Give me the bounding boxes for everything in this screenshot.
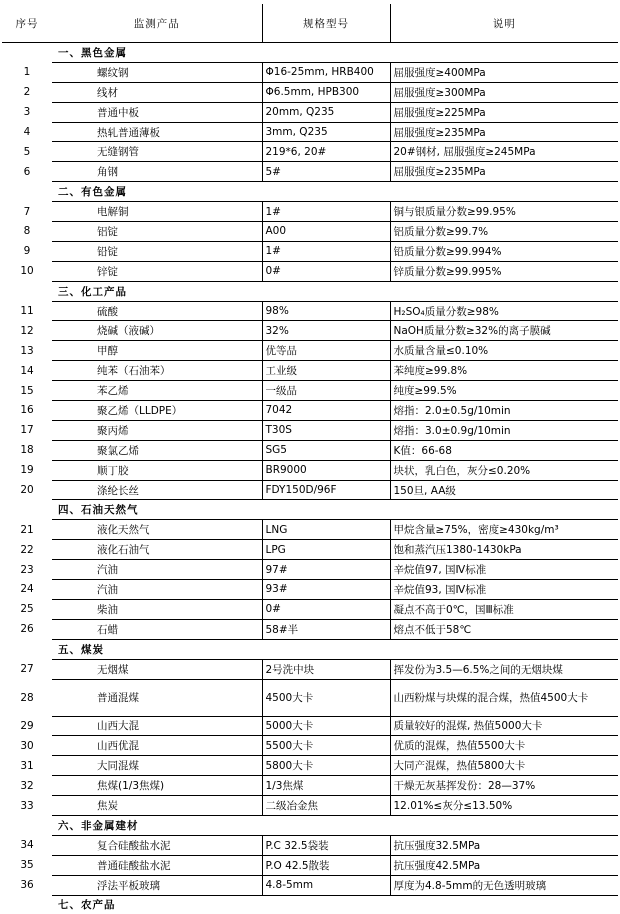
row-note: 饱和蒸汽压1380-1430kPa — [390, 540, 618, 560]
row-note: 屈服强度≥225MPa — [390, 102, 618, 122]
row-spec: 5000大卡 — [262, 716, 390, 736]
row-no: 8 — [2, 222, 52, 242]
row-note: 20#钢材, 屈服强度≥245MPa — [390, 142, 618, 162]
header-no: 序号 — [2, 4, 52, 43]
row-no: 15 — [2, 381, 52, 401]
row-product: 烧碱（液碱） — [52, 321, 262, 341]
row-product: 铝锭 — [52, 222, 262, 242]
category-name: 五、煤炭 — [52, 639, 618, 659]
row-spec: 4.8-5mm — [262, 875, 390, 895]
row-product: 普通混煤 — [52, 679, 262, 716]
row-note: 屈服强度≥300MPa — [390, 82, 618, 102]
row-note: 干燥无灰基挥发份：28—37% — [390, 776, 618, 796]
row-no: 25 — [2, 599, 52, 619]
category-no — [2, 815, 52, 835]
row-product: 聚氯乙烯 — [52, 440, 262, 460]
row-no: 31 — [2, 756, 52, 776]
row-spec: 5800大卡 — [262, 756, 390, 776]
category-row — [2, 500, 618, 520]
row-spec: A00 — [262, 222, 390, 242]
category-no — [2, 895, 52, 914]
row-note: 凝点不高于0℃，国Ⅲ标准 — [390, 599, 618, 619]
row-product: 锌锭 — [52, 261, 262, 281]
row-spec: Φ16-25mm, HRB400 — [262, 62, 390, 82]
category-no — [2, 639, 52, 659]
row-product: 浮法平板玻璃 — [52, 875, 262, 895]
row-note: 屈服强度≥400MPa — [390, 62, 618, 82]
table-row — [2, 875, 618, 895]
row-product: 无烟煤 — [52, 659, 262, 679]
table-row — [2, 835, 618, 855]
header-note: 说明 — [390, 4, 618, 43]
row-spec: 97# — [262, 560, 390, 580]
row-note: 挥发份为3.5—6.5%之间的无烟块煤 — [390, 659, 618, 679]
row-spec: 一级品 — [262, 381, 390, 401]
row-no: 23 — [2, 560, 52, 580]
row-product: 液化石油气 — [52, 540, 262, 560]
category-name: 二、有色金属 — [52, 182, 618, 202]
table-row — [2, 679, 618, 716]
row-no: 28 — [2, 679, 52, 716]
row-no: 33 — [2, 796, 52, 816]
row-spec: P.C 32.5袋装 — [262, 835, 390, 855]
row-spec: T30S — [262, 420, 390, 440]
table-row — [2, 341, 618, 361]
table-row — [2, 420, 618, 440]
table-row — [2, 122, 618, 142]
row-spec: 0# — [262, 599, 390, 619]
table-row — [2, 261, 618, 281]
row-no: 26 — [2, 619, 52, 639]
category-name: 六、非金属建材 — [52, 815, 618, 835]
row-product: 普通硅酸盐水泥 — [52, 855, 262, 875]
row-spec: 20mm, Q235 — [262, 102, 390, 122]
row-spec: 0# — [262, 261, 390, 281]
row-note: 厚度为4.8-5mm的无色透明玻璃 — [390, 875, 618, 895]
row-no: 9 — [2, 241, 52, 261]
table-row — [2, 580, 618, 600]
row-note: 优质的混煤，热值5500大卡 — [390, 736, 618, 756]
row-spec: LNG — [262, 520, 390, 540]
row-no: 35 — [2, 855, 52, 875]
table-row — [2, 162, 618, 182]
row-no: 11 — [2, 301, 52, 321]
category-row — [2, 895, 618, 914]
row-note: 铅质量分数≥99.994% — [390, 241, 618, 261]
category-no — [2, 182, 52, 202]
table-header — [2, 4, 618, 43]
category-name: 一、黑色金属 — [52, 43, 618, 63]
row-spec: 工业级 — [262, 361, 390, 381]
row-note: 水质量含量≤0.10% — [390, 341, 618, 361]
row-spec: 1# — [262, 241, 390, 261]
row-product: 大同混煤 — [52, 756, 262, 776]
table-row — [2, 776, 618, 796]
table-row — [2, 796, 618, 816]
row-note: 辛烷值93, 国Ⅳ标准 — [390, 580, 618, 600]
table-row — [2, 82, 618, 102]
row-no: 5 — [2, 142, 52, 162]
row-note: K值：66-68 — [390, 440, 618, 460]
row-spec: 1# — [262, 202, 390, 222]
table-row — [2, 855, 618, 875]
row-no: 17 — [2, 420, 52, 440]
row-note: 山西粉煤与块煤的混合煤，热值4500大卡 — [390, 679, 618, 716]
row-spec: 4500大卡 — [262, 679, 390, 716]
row-product: 普通中板 — [52, 102, 262, 122]
category-name: 四、石油天然气 — [52, 500, 618, 520]
row-no: 32 — [2, 776, 52, 796]
row-no: 7 — [2, 202, 52, 222]
row-no: 1 — [2, 62, 52, 82]
row-product: 汽油 — [52, 560, 262, 580]
row-note: 150旦, AA级 — [390, 480, 618, 500]
row-spec: P.O 42.5散装 — [262, 855, 390, 875]
row-no: 30 — [2, 736, 52, 756]
row-note: 甲烷含量≥75%，密度≥430kg/m³ — [390, 520, 618, 540]
row-no: 20 — [2, 480, 52, 500]
row-note: NaOH质量分数≥32%的离子膜碱 — [390, 321, 618, 341]
table-row — [2, 480, 618, 500]
row-note: 锌质量分数≥99.995% — [390, 261, 618, 281]
row-no: 24 — [2, 580, 52, 600]
row-note: 铝质量分数≥99.7% — [390, 222, 618, 242]
row-product: 柴油 — [52, 599, 262, 619]
row-product: 无缝钢管 — [52, 142, 262, 162]
table-row — [2, 460, 618, 480]
table-row — [2, 381, 618, 401]
category-name: 七、农产品 — [52, 895, 618, 914]
row-note: 辛烷值97, 国Ⅳ标准 — [390, 560, 618, 580]
table-row — [2, 540, 618, 560]
row-product: 纯苯（石油苯） — [52, 361, 262, 381]
row-no: 29 — [2, 716, 52, 736]
category-row — [2, 639, 618, 659]
table-row — [2, 560, 618, 580]
table-row — [2, 659, 618, 679]
row-product: 硫酸 — [52, 301, 262, 321]
row-no: 3 — [2, 102, 52, 122]
row-note: 熔点不低于58℃ — [390, 619, 618, 639]
table-row — [2, 599, 618, 619]
row-product: 聚丙烯 — [52, 420, 262, 440]
row-product: 螺纹钢 — [52, 62, 262, 82]
row-note: 屈服强度≥235MPa — [390, 162, 618, 182]
header-product: 监测产品 — [52, 4, 262, 43]
row-no: 4 — [2, 122, 52, 142]
monitoring-table — [2, 4, 618, 914]
table-row — [2, 361, 618, 381]
row-spec: 优等品 — [262, 341, 390, 361]
table-row — [2, 102, 618, 122]
row-no: 12 — [2, 321, 52, 341]
category-row — [2, 281, 618, 301]
row-spec: 93# — [262, 580, 390, 600]
row-no: 13 — [2, 341, 52, 361]
table-row — [2, 619, 618, 639]
row-note: 屈服强度≥235MPa — [390, 122, 618, 142]
row-note: 铜与银质量分数≥99.95% — [390, 202, 618, 222]
row-no: 14 — [2, 361, 52, 381]
table-row — [2, 62, 618, 82]
row-spec: 二级冶金焦 — [262, 796, 390, 816]
row-no: 21 — [2, 520, 52, 540]
row-note: 抗压强度32.5MPa — [390, 835, 618, 855]
table-row — [2, 736, 618, 756]
row-spec: 3mm, Q235 — [262, 122, 390, 142]
table-row — [2, 520, 618, 540]
table-row — [2, 241, 618, 261]
category-row — [2, 182, 618, 202]
row-spec: 32% — [262, 321, 390, 341]
row-note: 熔指：3.0±0.9g/10min — [390, 420, 618, 440]
row-spec: 219*6, 20# — [262, 142, 390, 162]
row-spec: 1/3焦煤 — [262, 776, 390, 796]
row-product: 热轧普通薄板 — [52, 122, 262, 142]
row-no: 10 — [2, 261, 52, 281]
table-row — [2, 756, 618, 776]
row-no: 27 — [2, 659, 52, 679]
row-product: 涤纶长丝 — [52, 480, 262, 500]
row-spec: SG5 — [262, 440, 390, 460]
table-row — [2, 301, 618, 321]
row-spec: 98% — [262, 301, 390, 321]
table-body — [2, 43, 618, 914]
category-row — [2, 815, 618, 835]
row-no: 36 — [2, 875, 52, 895]
row-no: 6 — [2, 162, 52, 182]
row-spec: 5500大卡 — [262, 736, 390, 756]
table-row — [2, 401, 618, 421]
row-product: 焦炭 — [52, 796, 262, 816]
row-product: 铅锭 — [52, 241, 262, 261]
row-note: 苯纯度≥99.8% — [390, 361, 618, 381]
row-note: 抗压强度42.5MPa — [390, 855, 618, 875]
table-row — [2, 142, 618, 162]
row-product: 甲醇 — [52, 341, 262, 361]
row-no: 16 — [2, 401, 52, 421]
row-product: 角钢 — [52, 162, 262, 182]
table-row — [2, 716, 618, 736]
row-spec: BR9000 — [262, 460, 390, 480]
category-name: 三、化工产品 — [52, 281, 618, 301]
row-no: 2 — [2, 82, 52, 102]
row-note: 熔指：2.0±0.5g/10min — [390, 401, 618, 421]
table-row — [2, 321, 618, 341]
table-row — [2, 440, 618, 460]
row-product: 汽油 — [52, 580, 262, 600]
table-row — [2, 222, 618, 242]
row-no: 22 — [2, 540, 52, 560]
header-spec: 规格型号 — [262, 4, 390, 43]
row-no: 19 — [2, 460, 52, 480]
row-note: 大同产混煤，热值5800大卡 — [390, 756, 618, 776]
row-no: 34 — [2, 835, 52, 855]
row-product: 焦煤(1/3焦煤) — [52, 776, 262, 796]
row-spec: 58#半 — [262, 619, 390, 639]
row-product: 线材 — [52, 82, 262, 102]
row-note: 纯度≥99.5% — [390, 381, 618, 401]
row-spec: FDY150D/96F — [262, 480, 390, 500]
row-product: 山西优混 — [52, 736, 262, 756]
row-note: H₂SO₄质量分数≥98% — [390, 301, 618, 321]
row-product: 复合硅酸盐水泥 — [52, 835, 262, 855]
category-no — [2, 500, 52, 520]
row-product: 顺丁胶 — [52, 460, 262, 480]
category-no — [2, 281, 52, 301]
row-note: 12.01%≤灰分≤13.50% — [390, 796, 618, 816]
row-spec: 5# — [262, 162, 390, 182]
row-product: 液化天然气 — [52, 520, 262, 540]
row-spec: 7042 — [262, 401, 390, 421]
row-spec: LPG — [262, 540, 390, 560]
row-product: 苯乙烯 — [52, 381, 262, 401]
row-note: 块状，乳白色，灰分≤0.20% — [390, 460, 618, 480]
row-product: 电解铜 — [52, 202, 262, 222]
row-product: 聚乙烯（LLDPE） — [52, 401, 262, 421]
row-product: 石蜡 — [52, 619, 262, 639]
row-note: 质量较好的混煤, 热值5000大卡 — [390, 716, 618, 736]
table-row — [2, 202, 618, 222]
row-spec: Φ6.5mm, HPB300 — [262, 82, 390, 102]
row-product: 山西大混 — [52, 716, 262, 736]
row-no: 18 — [2, 440, 52, 460]
row-spec: 2号洗中块 — [262, 659, 390, 679]
category-row — [2, 43, 618, 63]
category-no — [2, 43, 52, 63]
